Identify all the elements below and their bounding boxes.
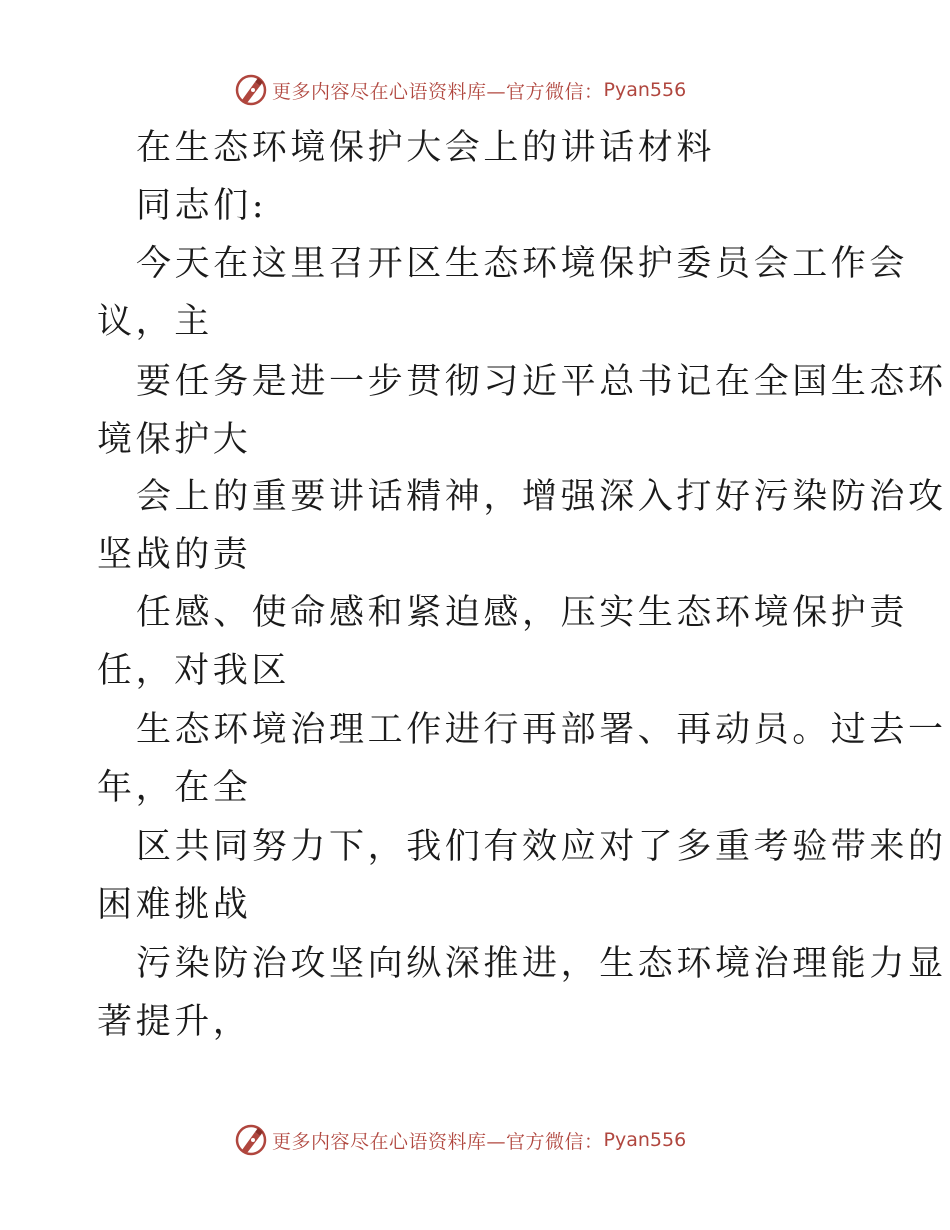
header-banner-text: 更多内容尽在心语资料库—官方微信： xyxy=(272,80,604,103)
paragraph-line: 坚战的责 xyxy=(97,535,252,575)
footer-banner xyxy=(234,1122,686,1158)
paragraph-line: 会上的重要讲话精神，增强深入打好污染防治攻 xyxy=(136,477,947,517)
paragraph-line: 区共同努力下，我们有效应对了多重考验带来的 xyxy=(136,827,947,867)
paragraph-line: 生态环境治理工作进行再部署、再动员。过去一 xyxy=(136,710,947,750)
salutation: 同志们: xyxy=(136,186,268,226)
paragraph-line: 要任务是进一步贯彻习近平总书记在全国生态环 xyxy=(136,362,947,402)
paragraph-line: 年，在全 xyxy=(97,768,252,808)
paragraph-line: 境保护大 xyxy=(97,420,252,460)
header-wechat-id: Pyan556 xyxy=(603,79,687,101)
footer-wechat-id: Pyan556 xyxy=(603,1129,687,1151)
header-banner xyxy=(234,72,686,108)
document-title: 在生态环境保护大会上的讲话材料 xyxy=(136,128,716,168)
paragraph-line: 任，对我区 xyxy=(97,651,291,691)
paragraph-line: 任感、使命感和紧迫感，压实生态环境保护责 xyxy=(136,593,909,633)
pen-nib-logo-icon xyxy=(234,73,268,107)
paragraph-line: 今天在这里召开区生态环境保护委员会工作会 xyxy=(136,244,909,284)
paragraph-line: 污染防治攻坚向纵深推进，生态环境治理能力显 xyxy=(136,944,947,984)
pen-nib-logo-icon xyxy=(234,1123,268,1157)
paragraph-line: 著提升， xyxy=(97,1002,252,1042)
paragraph-line: 议，主 xyxy=(97,302,213,342)
footer-banner-text: 更多内容尽在心语资料库—官方微信： xyxy=(272,1130,604,1153)
paragraph-line: 困难挑战 xyxy=(97,885,252,925)
